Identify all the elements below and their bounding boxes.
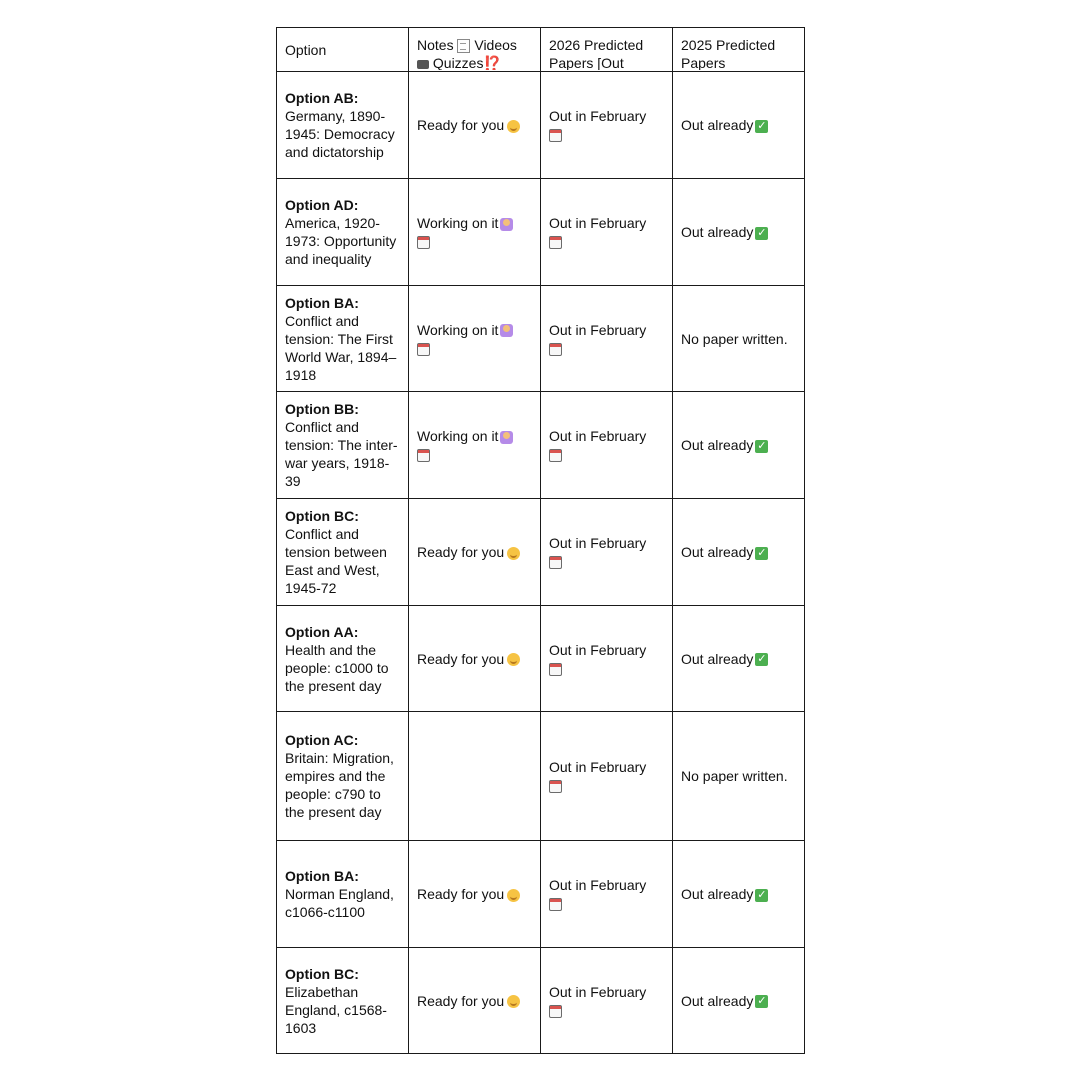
worker-icon [500, 431, 513, 444]
paper-2025-cell [673, 712, 805, 841]
header-videos-label: Videos [474, 37, 517, 53]
paper-2025-cell [673, 948, 805, 1054]
paper-2025-text: Out already [681, 886, 754, 902]
header-2025-label: 2025 Predicted Papers [681, 37, 776, 70]
option-code: Option AD: [285, 197, 359, 213]
interrobang-icon: ⁉️ [483, 55, 501, 70]
header-2025 [673, 28, 805, 72]
option-description: Conflict and tension: The First World War, 1894–1918 [285, 312, 397, 383]
paper-2025-text: Out already [681, 224, 754, 240]
header-notes-label: Notes [417, 37, 454, 53]
paper-2025-text: Out already [681, 544, 754, 560]
paper-2026-text: Out in February [549, 108, 647, 124]
notes-status-text: Ready for you [417, 650, 505, 667]
option-description: Norman England, c1066-c1100 [285, 886, 394, 920]
option-description: Conflict and tension between East and West, 1945-72 [285, 526, 387, 596]
calendar-icon [417, 236, 430, 249]
option-cell [277, 606, 409, 712]
paper-2026-cell [541, 286, 673, 392]
notes-status-cell [409, 392, 541, 499]
option-description: Health and the people: c1000 to the present day [285, 641, 389, 694]
calendar-icon [417, 449, 430, 462]
paper-2025-text: Out already [681, 992, 754, 1009]
header-quizzes-label: Quizzes [432, 55, 484, 70]
paper-2026-text: Out in February [549, 535, 647, 551]
paper-2026-cell [541, 72, 673, 179]
calendar-icon [549, 449, 562, 462]
notes-status-cell [409, 286, 541, 392]
option-description: Conflict and tension: The inter-war years, 1918-39 [285, 419, 398, 489]
worker-icon [500, 218, 513, 231]
table-row [277, 286, 805, 392]
paper-2025-text: Out already [681, 437, 754, 453]
table-row [277, 499, 805, 606]
hugging-icon [507, 889, 520, 902]
notes-status-text: Ready for you [417, 117, 505, 133]
option-cell [277, 841, 409, 948]
notes-status-text: Working on it [417, 321, 499, 338]
calendar-icon [549, 780, 562, 793]
check-icon: ✓ [757, 653, 767, 666]
paper-2026-text: Out in February [549, 321, 647, 338]
option-cell [277, 179, 409, 286]
paper-2025-text: No paper written. [681, 768, 788, 784]
worker-icon [500, 324, 513, 337]
header-2026-label: 2026 Predicted Papers [Out [549, 37, 644, 70]
notes-status-cell [409, 179, 541, 286]
calendar-icon [549, 1005, 562, 1018]
notes-status-cell [409, 841, 541, 948]
option-cell [277, 286, 409, 392]
check-icon: ✓ [757, 888, 767, 901]
header-2026 [541, 28, 673, 72]
table-row [277, 179, 805, 286]
notes-status-cell [409, 948, 541, 1054]
option-description: Britain: Migration, empires and the people: c790 to the present day [285, 750, 394, 820]
paper-2025-cell [673, 72, 805, 179]
camera-icon [417, 60, 429, 69]
paper-2026-text: Out in February [549, 641, 647, 658]
paper-2025-cell [673, 606, 805, 712]
paper-2026-cell [541, 179, 673, 286]
paper-2026-cell [541, 606, 673, 712]
hugging-icon [507, 547, 520, 560]
option-cell [277, 499, 409, 606]
paper-2026-text: Out in February [549, 428, 647, 444]
options-table [276, 27, 805, 72]
table-row [277, 392, 805, 499]
table-row [277, 841, 805, 948]
calendar-icon [549, 236, 562, 249]
paper-2026-text: Out in February [549, 877, 647, 893]
table-row [277, 72, 805, 179]
check-icon: ✓ [757, 995, 767, 1008]
paper-2026-cell [541, 841, 673, 948]
option-code: Option AC: [285, 732, 359, 748]
paper-2025-cell [673, 286, 805, 392]
paper-2026-cell [541, 948, 673, 1054]
check-icon: ✓ [757, 226, 767, 239]
options-table-wrapper [276, 27, 804, 1054]
notes-status-cell [409, 712, 541, 841]
calendar-icon [549, 663, 562, 676]
paper-2026-text: Out in February [549, 759, 647, 775]
paper-2026-text: Out in February [549, 215, 647, 231]
option-cell [277, 712, 409, 841]
paper-2025-text: Out already [681, 650, 754, 667]
option-description: Elizabethan England, c1568-1603 [285, 983, 387, 1036]
notes-status-cell [409, 606, 541, 712]
option-cell [277, 948, 409, 1054]
paper-2025-cell [673, 392, 805, 499]
option-code: Option BC: [285, 508, 359, 524]
hugging-icon [507, 653, 520, 666]
header-option [277, 28, 409, 72]
header-notes [409, 28, 541, 72]
calendar-icon [417, 343, 430, 356]
option-cell [277, 392, 409, 499]
option-code: Option BA: [285, 294, 359, 311]
paper-2025-cell [673, 499, 805, 606]
option-code: Option AB: [285, 90, 359, 106]
calendar-icon [549, 129, 562, 142]
notes-status-cell [409, 499, 541, 606]
check-icon: ✓ [757, 546, 767, 559]
paper-2026-text: Out in February [549, 983, 647, 1000]
hugging-icon [507, 120, 520, 133]
table-row [277, 712, 805, 841]
paper-2025-text: No paper written. [681, 330, 788, 347]
table-row [277, 948, 805, 1054]
table-header-row [277, 28, 805, 72]
options-table-body [276, 71, 805, 1054]
paper-2025-text: Out already [681, 117, 754, 133]
paper-2026-cell [541, 499, 673, 606]
notes-status-cell [409, 72, 541, 179]
notes-status-text: Ready for you [417, 886, 505, 902]
paper-2026-cell [541, 712, 673, 841]
hugging-icon [507, 995, 520, 1008]
notes-status-text: Working on it [417, 215, 499, 231]
option-code: Option BB: [285, 401, 359, 417]
option-description: Germany, 1890-1945: Democracy and dictatorship [285, 108, 395, 160]
notes-status-text: Ready for you [417, 992, 505, 1009]
paper-2025-cell [673, 179, 805, 286]
calendar-icon [549, 898, 562, 911]
calendar-icon [549, 343, 562, 356]
memo-icon [457, 39, 470, 53]
notes-status-text: Ready for you [417, 544, 505, 560]
calendar-icon [549, 556, 562, 569]
option-code: Option AA: [285, 623, 359, 640]
check-icon: ✓ [757, 119, 767, 132]
check-icon: ✓ [757, 439, 767, 452]
notes-status-text: Working on it [417, 428, 499, 444]
paper-2026-cell [541, 392, 673, 499]
paper-2025-cell [673, 841, 805, 948]
option-code: Option BA: [285, 868, 359, 884]
header-option-label: Option [285, 41, 327, 58]
option-description: America, 1920-1973: Opportunity and inequality [285, 215, 397, 267]
table-row [277, 606, 805, 712]
option-cell [277, 72, 409, 179]
option-code: Option BC: [285, 965, 359, 982]
